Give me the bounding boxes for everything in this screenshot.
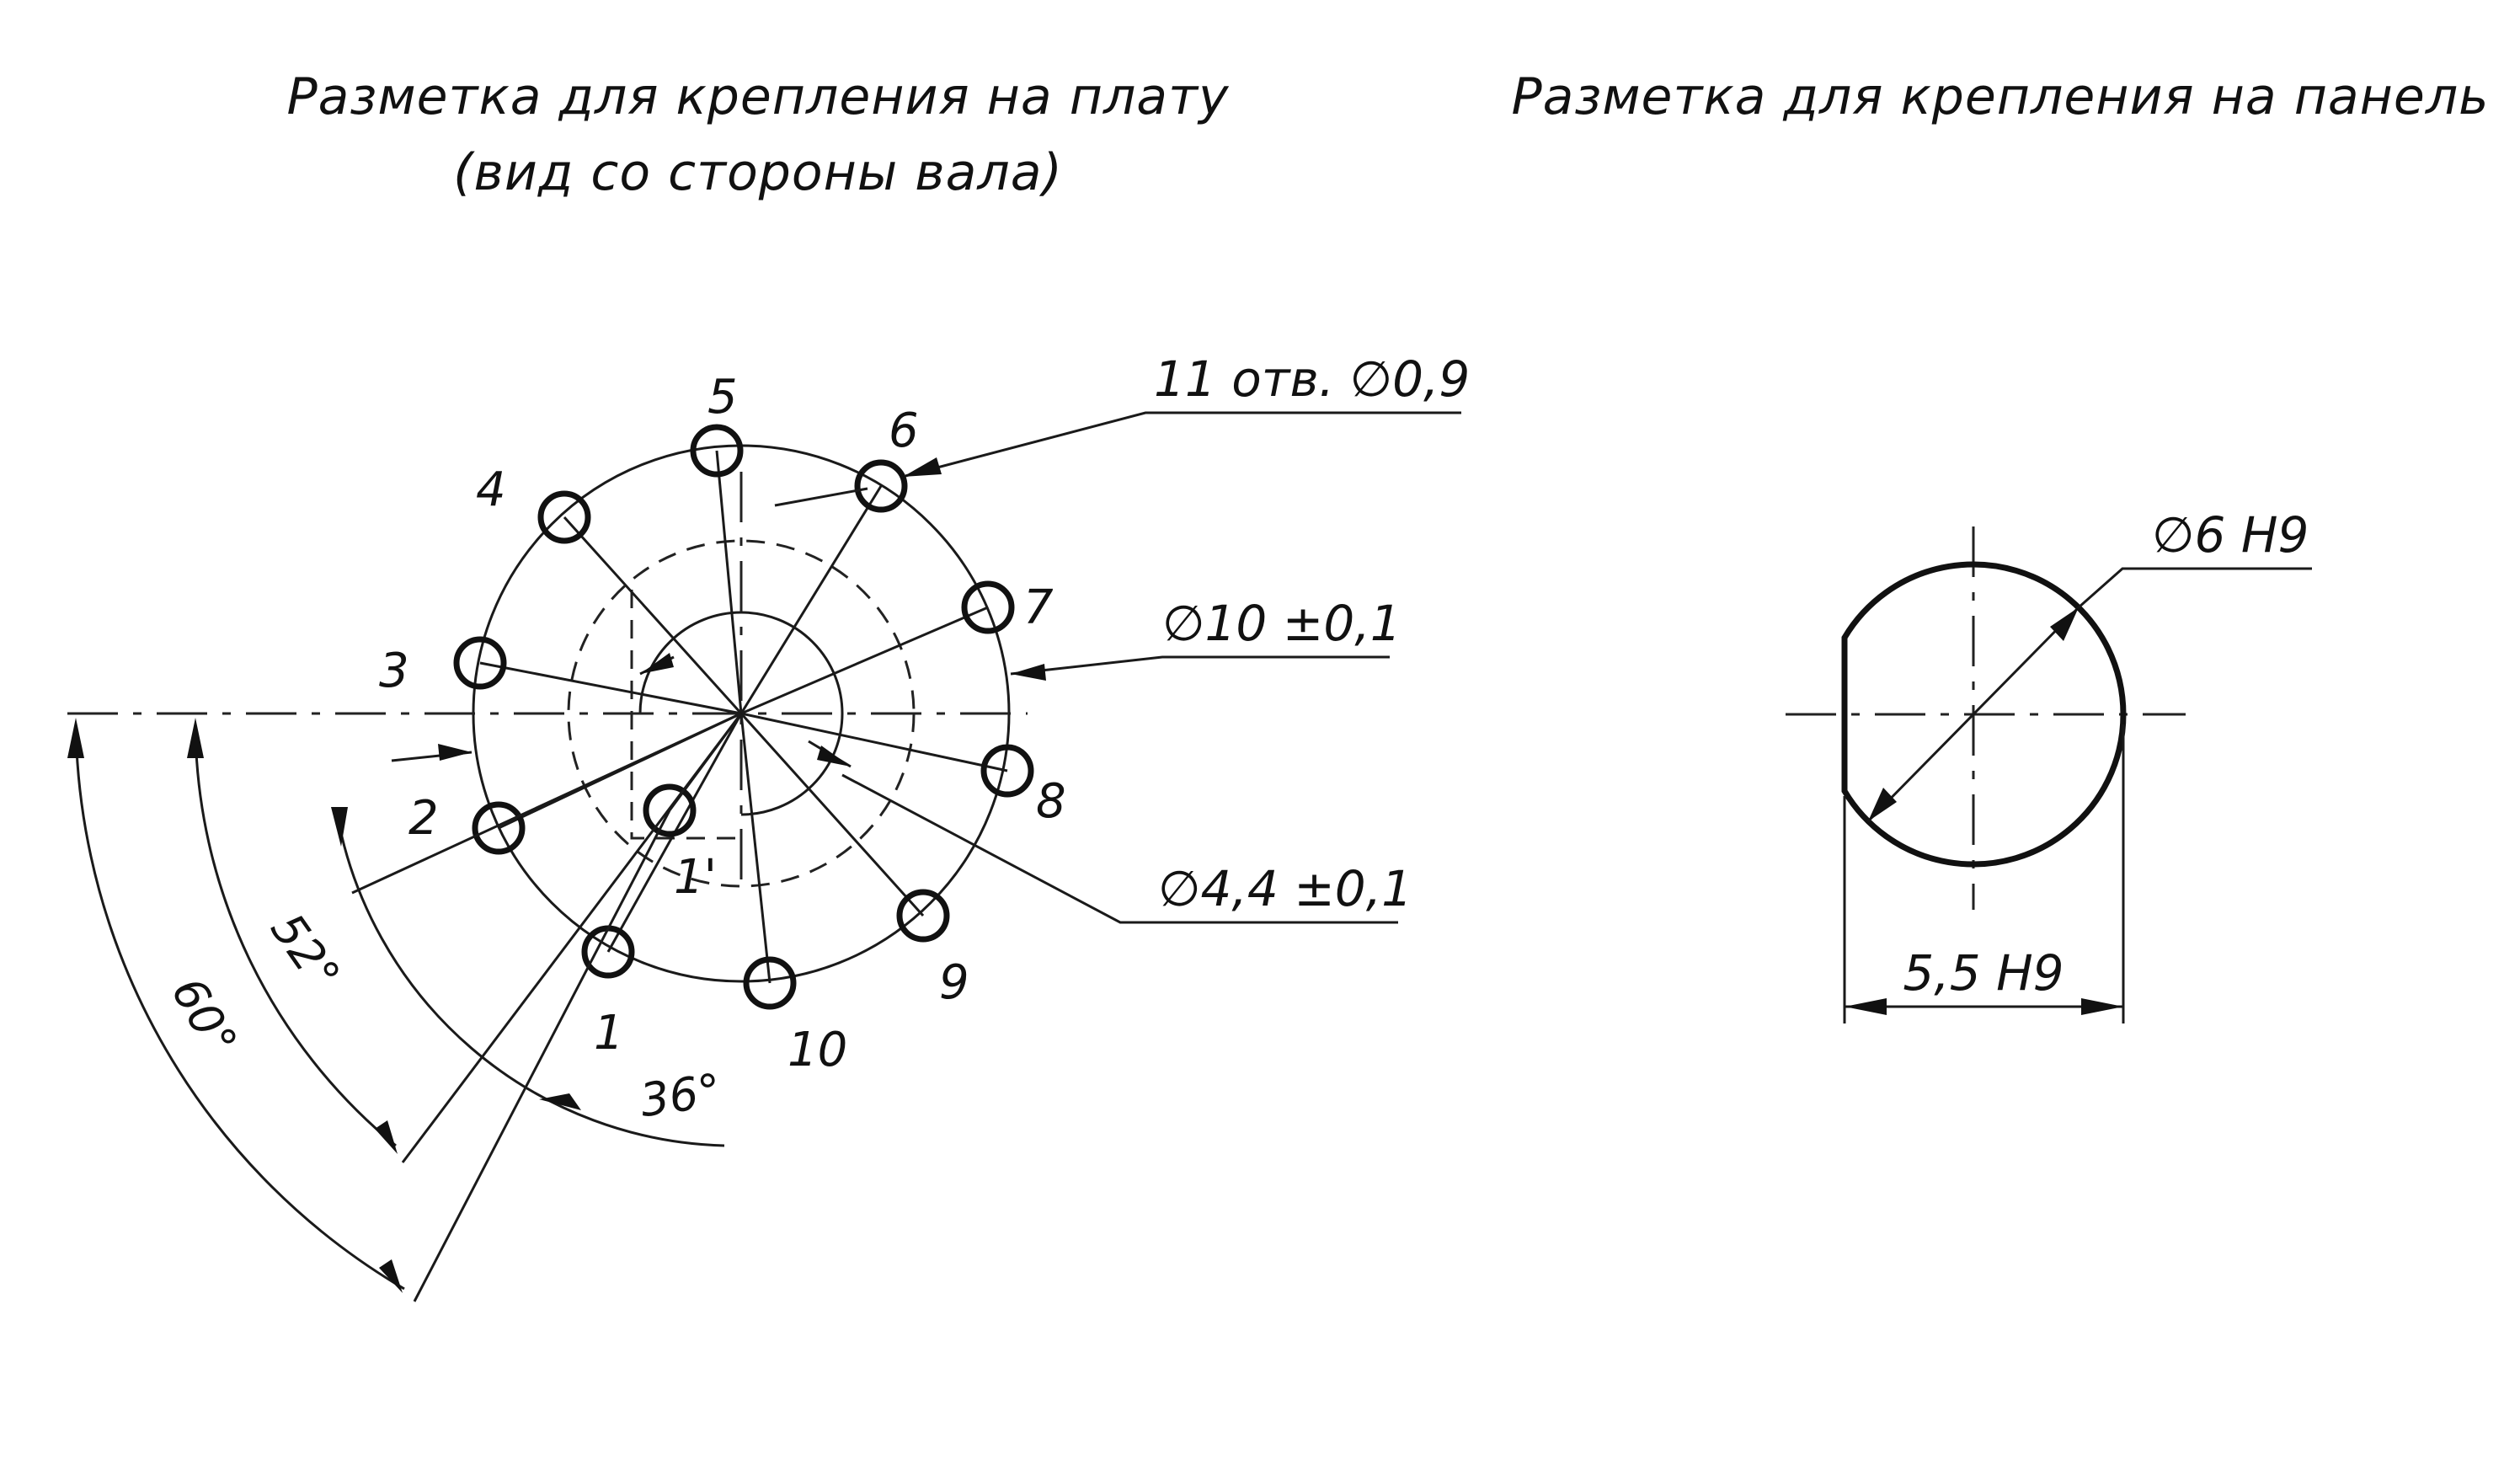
angle-36-label: 36° [637, 1063, 724, 1128]
panel-diameter-text: ∅6 H9 [2152, 506, 2309, 564]
radial-lines [480, 451, 1007, 983]
label-hole-9: 9 [939, 955, 969, 1010]
label-hole-3: 3 [379, 644, 409, 698]
angle-60-label: 60° [161, 968, 248, 1066]
inner-dim-text: ∅4,4 ±0,1 [1158, 860, 1413, 917]
panel-width-text: 5,5 H9 [1903, 944, 2064, 1002]
label-hole-1p: 1' [674, 850, 718, 905]
label-hole-1: 1 [594, 1006, 624, 1061]
arc-60 [76, 724, 404, 1289]
label-hole-4: 4 [476, 462, 506, 517]
outer-dim-text: ∅10 ±0,1 [1162, 595, 1401, 652]
right-title: Разметка для крепления на панель [1511, 67, 2490, 126]
label-hole-5: 5 [707, 370, 738, 425]
left-title-line1: Разметка для крепления на плату [286, 67, 1230, 126]
label-hole-7: 7 [1023, 580, 1054, 635]
panel-diameter-leader [2079, 569, 2312, 607]
board-pattern [67, 350, 1470, 1301]
label-hole-6: 6 [889, 403, 919, 458]
holes-callout-text: 11 отв. ∅0,9 [1154, 350, 1471, 408]
angle-line-60 [414, 810, 670, 1301]
left-title-line2: (вид со стороны вала) [453, 143, 1063, 202]
label-hole-8: 8 [1036, 774, 1066, 829]
angle-52-label: 52° [260, 903, 350, 1001]
holes-callout-leader [905, 413, 1461, 476]
panel-pattern [1786, 506, 2312, 1023]
label-hole-10: 10 [788, 1023, 848, 1077]
outer-dim-leader [1011, 657, 1390, 674]
label-hole-2: 2 [408, 791, 439, 846]
